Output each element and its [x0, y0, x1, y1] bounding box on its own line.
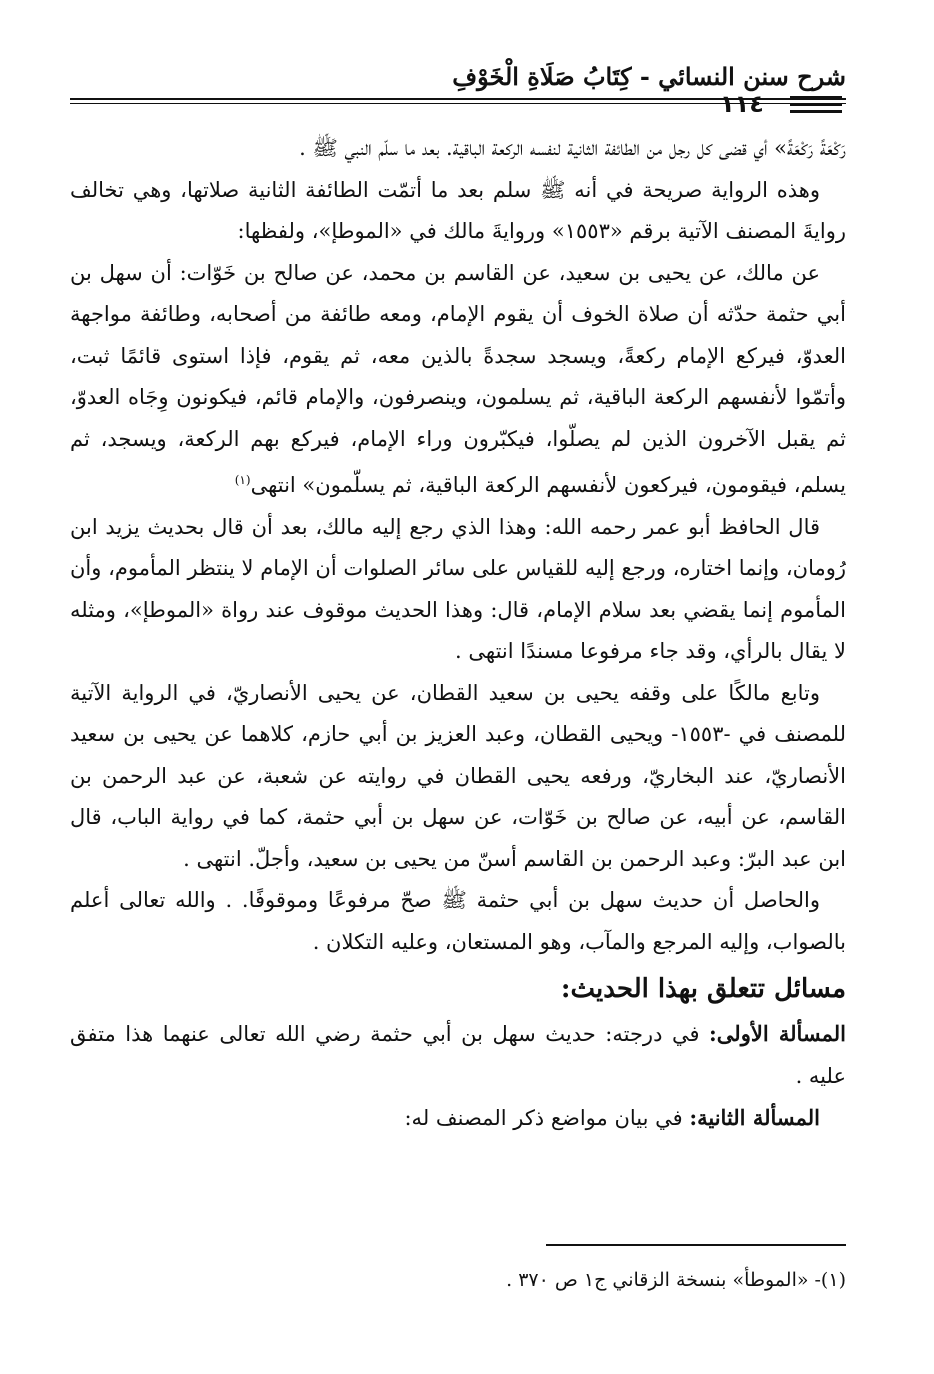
paragraph-3-quote	[70, 253, 846, 507]
footnote-1: (١)- «الموطأ» بنسخة الزقاني ج١ ص ٣٧٠ .	[506, 1269, 846, 1291]
page-number: ١١٤	[720, 90, 764, 118]
header-title: شرح سنن النسائي - كِتَابُ صَلَاةِ الْخَوْفِ	[452, 62, 846, 91]
paragraph-5: وتابع مالكًا على وقفه يحيى بن سعيد القطان، عن يحيى الأنصاريّ، في الرواية الآتية للمصنف في -١٥٥٣- ويحيى القطان، وعبد العزيز بن أبي حازم، كلاهما عن يحيى بن سعيد الأنصاريّ، عند البخاريّ، ورفعه يحيى القطان في روايته عن شعبة، عن عبد الرحمن بن القاسم، عن أبيه، عن صالح بن خَوّات، عن سهل بن أبي حثمة، كما في رواية الباب، قال ابن عبد البرّ: وعبد الرحمن بن القاسم أسنّ من يحيى بن سعيد، وأجلّ. انتهى .	[70, 680, 847, 871]
issue-2-label: المسألة الثانية:	[689, 1105, 820, 1130]
paragraph-1: رَكْعَةً رَكْعَةً» أي قضى كل رجل من الطائفة الثانية لنفسه الركعة الباقية. بعد ما سلّم النبي ﷺ .	[299, 136, 846, 160]
issue-2	[70, 1097, 846, 1140]
footnote-reference[interactable]: (١)	[234, 473, 251, 487]
section-heading: مسائل تتعلق بهذا الحديث:	[560, 974, 846, 1004]
main-text	[70, 128, 846, 1140]
paragraph-2: وهذه الرواية صريحة في أنه ﷺ سلم بعد ما أتمّت الطائفة الثانية صلاتها، وهي تخالف روايةَ المصنف الآتية برقم «١٥٥٣» وروايةَ مالك في «الموطإ»، ولفظها:	[70, 177, 846, 243]
paragraph-6: والحاصل أن حديث سهل بن أبي حثمة ﷺ صحّ مرفوعًا وموقوفًا. . والله تعالى أعلم بالصواب، وإليه المرجع والمآب، وهو المستعان، وعليه التكلان .	[70, 888, 846, 954]
quote-text: عن مالك، عن يحيى بن سعيد، عن القاسم بن محمد، عن صالح بن خَوّات: أن سهل بن أبي حثمة حدّثه أن صلاة الخوف أن يقوم الإمام، ومعه طائفة من أصحابه، وطائفة مواجهة العدوّ، فيركع الإمام ركعةً، ويسجد سجدةً بالذين معه، ثم يقوم، فإذا استوى قائمًا ثبت، وأتمّوا لأنفسهم الركعة الباقية، ثم يسلمون، وينصرفون، والإمام قائم، فيكونون وِجَاه العدوّ، ثم يقبل الآخرون الذين لم يصلّوا، فيكبّرون وراء الإمام، فيركع بهم الركعة، ويسجد، ثم يسلم، فيقومون، فيركعون لأنفسهم الركعة الباقية، ثم يسلّمون» انتهى	[70, 260, 846, 497]
issue-1-label: المسألة الأولى:	[709, 1021, 846, 1046]
footnote-separator	[546, 1244, 846, 1246]
issue-1-text: في درجته: حديث سهل بن أبي حثمة رضي الله تعالى عنهما هذا متفق عليه .	[70, 1022, 846, 1088]
paragraph-4: قال الحافظ أبو عمر رحمه الله: وهذا الذي رجع إليه مالك، بعد أن قال بحديث يزيد ابن رُومان، وإنما اختاره، ورجع إليه للقياس على سائر الصلوات أن الإمام لا ينتظر المأموم، وأن المأموم إنما يقضي بعد سلام الإمام، قال: وهذا الحديث موقوف عند رواة «الموطإ»، ومثله لا يقال بالرأي، وقد جاء مرفوعا مسندًا انتهى .	[70, 514, 846, 663]
page-number-bars	[790, 96, 842, 117]
issue-1	[70, 1013, 846, 1097]
issue-2-text: في بيان مواضع ذكر المصنف له:	[404, 1106, 690, 1130]
